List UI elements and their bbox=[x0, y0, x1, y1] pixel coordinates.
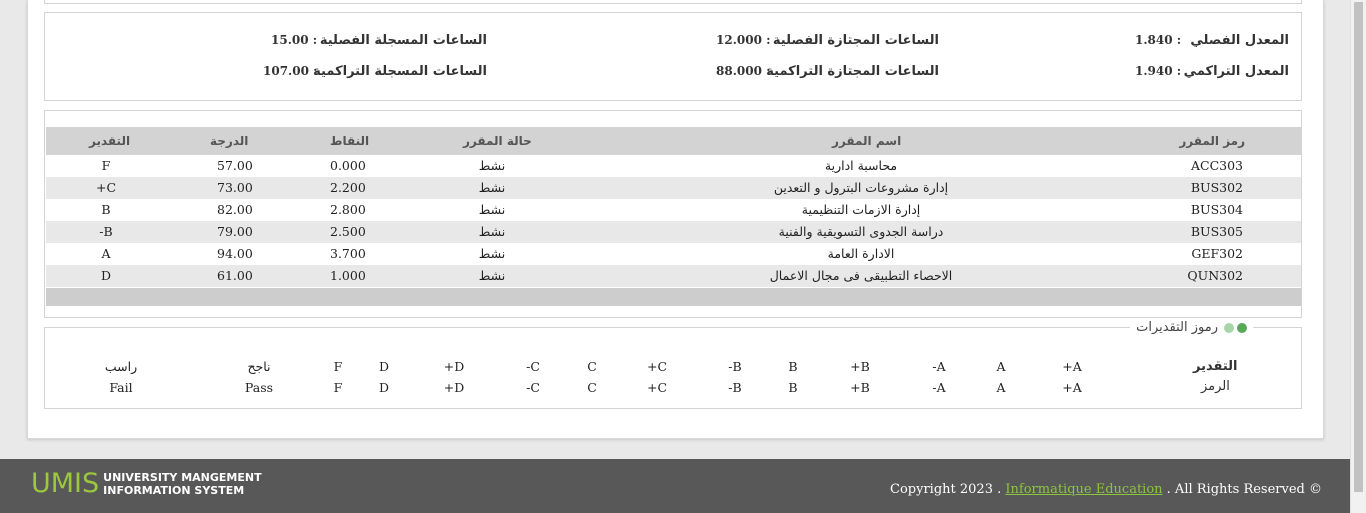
cell-grade: A bbox=[101, 246, 111, 261]
header-course-status: حالة المقرر bbox=[463, 134, 532, 148]
legend-symbol-cell: -C bbox=[526, 380, 540, 395]
legend-symbol-cell: D bbox=[378, 380, 390, 395]
cell-course-name: دراسة الجدوى التسويقية والفنية bbox=[778, 224, 944, 239]
legend-grade-cell: B bbox=[788, 359, 798, 374]
umis-logo bbox=[31, 469, 262, 499]
legend-symbol-cell: C bbox=[587, 380, 597, 395]
cumulative-passed-hours-value: 88.000 : bbox=[716, 64, 771, 78]
cell-course-code: BUS304 bbox=[1190, 202, 1243, 217]
logo-line-1: UNIVERSITY MANGEMENT bbox=[103, 471, 262, 484]
scrollbar-thumb[interactable] bbox=[1354, 2, 1363, 492]
legend-symbol-label: الرمز bbox=[1201, 379, 1230, 394]
legend-grade-cell: C bbox=[587, 359, 597, 374]
legend-grade-cell: -A bbox=[932, 359, 946, 374]
cell-grade: +C bbox=[95, 180, 117, 195]
cell-points: 0.000 bbox=[330, 158, 366, 173]
copyright-prefix: Copyright 2023 . bbox=[890, 482, 1002, 497]
legend-symbol-cell: A bbox=[996, 380, 1006, 395]
table-row bbox=[46, 221, 1301, 243]
cumulative-registered-hours-label: الساعات المسجلة التراكمية bbox=[313, 64, 487, 79]
legend-grade-cell: +A bbox=[1062, 359, 1082, 374]
informatique-education-link[interactable]: Informatique Education bbox=[1005, 482, 1163, 497]
legend-symbol-cell: +A bbox=[1062, 380, 1082, 395]
cell-points: 2.200 bbox=[330, 180, 366, 195]
legend-grade-cell: -B bbox=[728, 359, 742, 374]
cell-course-status: نشط bbox=[478, 224, 506, 239]
cell-score: 57.00 bbox=[217, 158, 253, 173]
page-footer bbox=[0, 459, 1350, 513]
cumulative-gpa-label: المعدل التراكمي bbox=[1183, 64, 1289, 79]
legend-grade-cell: D bbox=[378, 359, 390, 374]
cell-grade: F bbox=[101, 158, 111, 173]
cell-course-status: نشط bbox=[478, 246, 506, 261]
table-row bbox=[46, 155, 1301, 177]
cell-grade: D bbox=[100, 268, 112, 283]
cumulative-passed-hours-label: الساعات المجتازة التراكمية bbox=[766, 64, 939, 79]
legend-grade-cell: -C bbox=[526, 359, 540, 374]
cell-points: 3.700 bbox=[330, 246, 366, 261]
table-row bbox=[46, 199, 1301, 221]
table-row bbox=[46, 265, 1301, 287]
legend-symbol-cell: +B bbox=[850, 380, 870, 395]
cell-course-name: إدارة مشروعات البترول و التعدين bbox=[773, 180, 949, 195]
semester-gpa-value: 1.840 : bbox=[1135, 33, 1182, 47]
cell-course-code: BUS305 bbox=[1190, 224, 1243, 239]
semester-passed-hours-label: الساعات المجتازة الفصلية bbox=[772, 33, 939, 48]
cell-course-name: الادارة العامة bbox=[827, 246, 895, 261]
legend-grade-cell: +B bbox=[850, 359, 870, 374]
cumulative-registered-hours-value: 107.00 : bbox=[263, 64, 318, 78]
cell-course-status: نشط bbox=[478, 268, 506, 283]
copyright-suffix: . All Rights Reserved © bbox=[1166, 482, 1322, 497]
cell-score: 73.00 bbox=[217, 180, 253, 195]
header-course-code: رمز المقرر bbox=[1179, 134, 1245, 148]
results-panel bbox=[27, 0, 1324, 439]
cell-course-name: إدارة الازمات التنظيمية bbox=[801, 202, 921, 217]
legend-grade-cell: +D bbox=[443, 359, 465, 374]
legend-grade-cell: A bbox=[996, 359, 1006, 374]
copyright-text bbox=[890, 482, 1322, 497]
cell-course-code: QUN302 bbox=[1187, 268, 1243, 283]
semester-registered-hours-label: الساعات المسجلة الفصلية bbox=[319, 33, 487, 48]
legend-symbol-cell: Pass bbox=[244, 380, 274, 395]
bullet-dots-icon bbox=[1224, 323, 1247, 333]
vertical-scrollbar[interactable] bbox=[1350, 0, 1366, 513]
header-score: الدرجة bbox=[210, 134, 249, 148]
logo-subtitle bbox=[103, 471, 261, 497]
courses-table bbox=[44, 110, 1302, 318]
semester-gpa-label: المعدل الفصلي bbox=[1190, 33, 1289, 48]
legend-symbol-cell: +D bbox=[443, 380, 465, 395]
semester-passed-hours-value: 12.000 : bbox=[716, 33, 771, 47]
semester-registered-hours-value: 15.00 : bbox=[271, 33, 318, 47]
legend-symbol-cell: B bbox=[788, 380, 798, 395]
cell-grade: B bbox=[101, 202, 111, 217]
legend-grade-cell: +C bbox=[646, 359, 668, 374]
cell-score: 82.00 bbox=[217, 202, 253, 217]
cell-points: 2.800 bbox=[330, 202, 366, 217]
cell-course-code: GEF302 bbox=[1191, 246, 1243, 261]
cell-course-status: نشط bbox=[478, 158, 506, 173]
legend-symbol-cell: Fail bbox=[109, 380, 133, 395]
legend-grade-cell: F bbox=[333, 359, 343, 374]
legend-title-text: رموز التقديرات bbox=[1136, 320, 1218, 335]
cumulative-gpa-value: 1.940 : bbox=[1135, 64, 1182, 78]
cell-course-name: الاحصاء التطبيقى فى مجال الاعمال bbox=[769, 268, 953, 283]
cell-score: 79.00 bbox=[217, 224, 253, 239]
cell-course-name: محاسبة ادارية bbox=[824, 158, 898, 173]
cell-course-code: ACC303 bbox=[1190, 158, 1243, 173]
legend-symbol-cell: +C bbox=[646, 380, 668, 395]
cell-course-status: نشط bbox=[478, 180, 506, 195]
header-points: النقاط bbox=[330, 134, 370, 148]
cell-course-status: نشط bbox=[478, 202, 506, 217]
cell-score: 61.00 bbox=[217, 268, 253, 283]
table-row bbox=[46, 177, 1301, 199]
top-border-box bbox=[44, 0, 1302, 4]
cell-grade: -B bbox=[99, 224, 113, 239]
table-header bbox=[46, 127, 1301, 155]
header-grade: التقدير bbox=[89, 134, 131, 148]
cell-score: 94.00 bbox=[217, 246, 253, 261]
header-course-name: اسم المقرر bbox=[832, 134, 902, 148]
legend-grade-cell: راسب bbox=[104, 359, 138, 374]
legend-symbol-cell: -A bbox=[932, 380, 946, 395]
legend-grade-cell: ناجح bbox=[247, 359, 271, 374]
grade-legend-box bbox=[44, 320, 1302, 409]
legend-symbol-cell: -B bbox=[728, 380, 742, 395]
logo-umis-text: UMIS bbox=[31, 468, 100, 499]
legend-symbol-cell: F bbox=[333, 380, 343, 395]
cell-points: 2.500 bbox=[330, 224, 366, 239]
legend-grade-label: التقدير bbox=[1193, 359, 1238, 374]
legend-title bbox=[1130, 320, 1253, 335]
table-row bbox=[46, 243, 1301, 265]
logo-line-2: INFORMATION SYSTEM bbox=[103, 484, 245, 497]
cell-course-code: BUS302 bbox=[1190, 180, 1243, 195]
table-footer-bar bbox=[46, 288, 1301, 306]
cell-points: 1.000 bbox=[330, 268, 366, 283]
gpa-summary-box bbox=[44, 12, 1302, 101]
